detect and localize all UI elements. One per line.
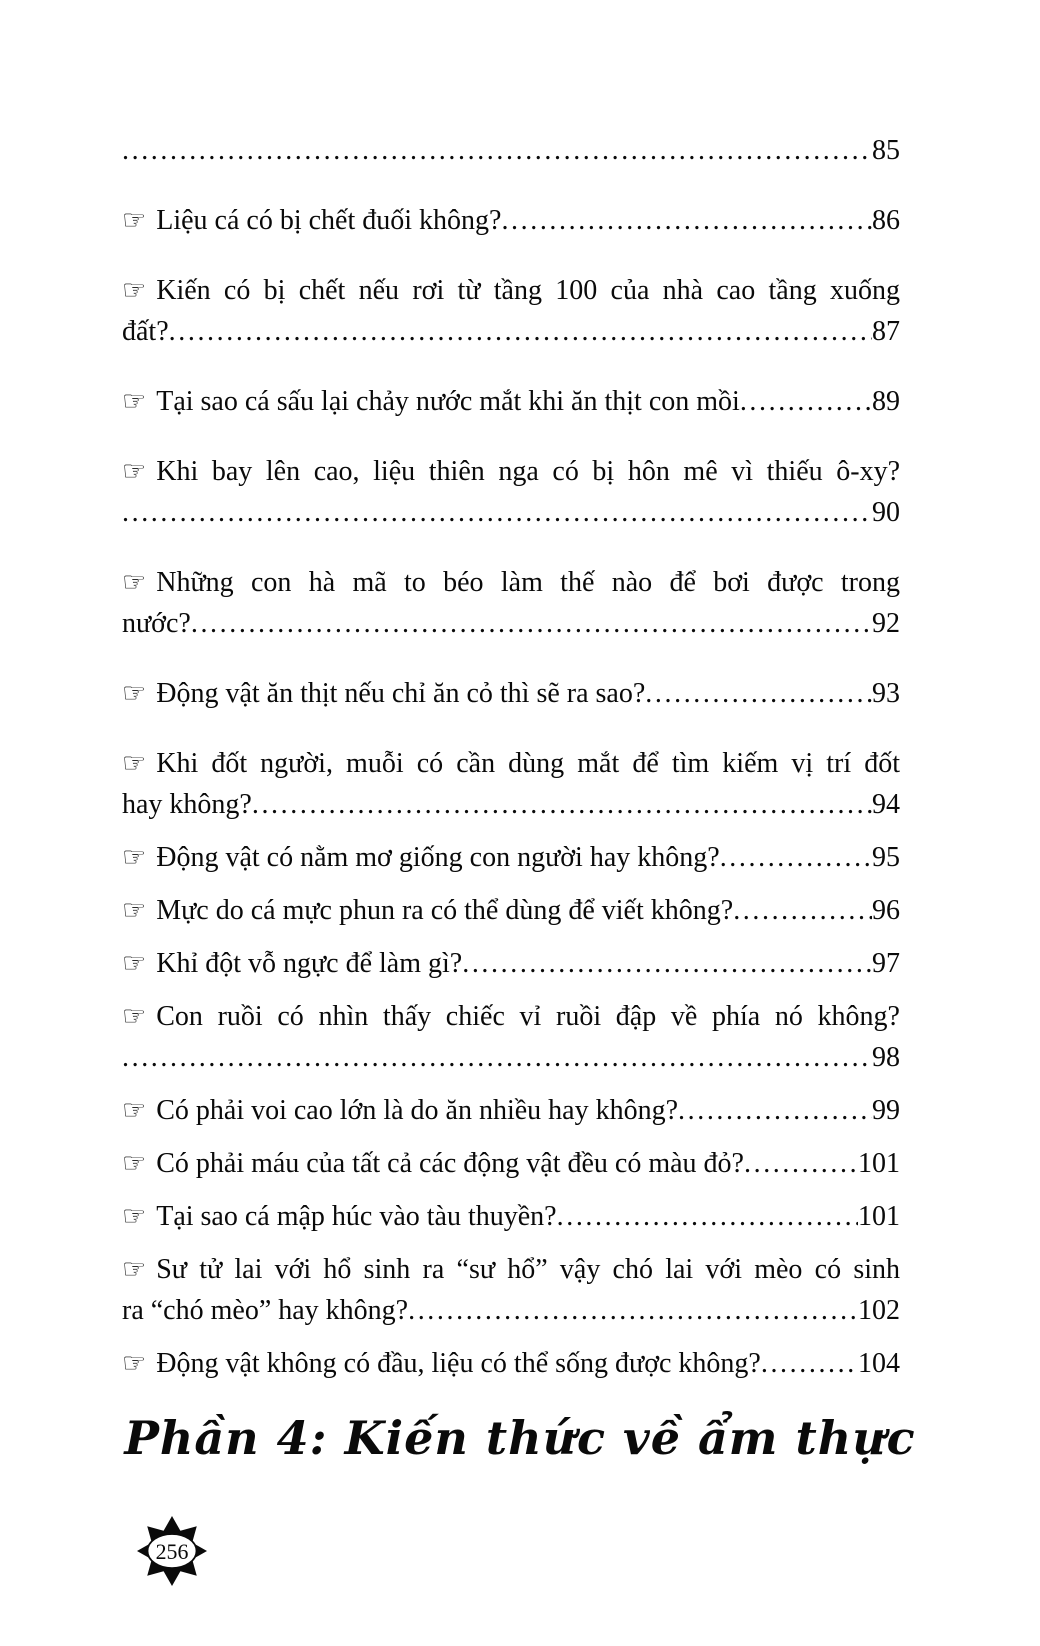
toc-line bbox=[122, 1090, 900, 1131]
pointing-hand-icon: ☞ bbox=[122, 1201, 147, 1232]
toc-entry-text bbox=[122, 1143, 744, 1184]
toc-line bbox=[122, 270, 900, 311]
folio-page-number: 256 bbox=[155, 1539, 189, 1564]
toc-entry-text bbox=[122, 1001, 900, 1032]
dot-leader bbox=[122, 130, 872, 171]
toc-line bbox=[122, 1343, 900, 1384]
pointing-hand-icon: ☞ bbox=[122, 748, 147, 779]
toc-page-number: 98 bbox=[872, 1042, 900, 1073]
pointing-hand-icon: ☞ bbox=[122, 456, 147, 487]
toc-entry-text bbox=[122, 837, 720, 878]
pointing-hand-icon: ☞ bbox=[122, 386, 147, 417]
toc-line bbox=[122, 381, 900, 422]
toc-entry-title: Khỉ đột vỗ ngực để làm gì? bbox=[156, 948, 463, 979]
dot-leader bbox=[122, 1037, 872, 1078]
toc-entry-title: Động vật ăn thịt nếu chỉ ăn cỏ thì sẽ ra sao? bbox=[156, 678, 646, 709]
toc-entry-text bbox=[122, 456, 900, 487]
toc-entry-text bbox=[122, 1290, 408, 1331]
dot-leader bbox=[408, 1290, 858, 1331]
toc-line bbox=[122, 1290, 900, 1331]
toc-page-number: 104 bbox=[858, 1348, 900, 1379]
toc-entry bbox=[122, 673, 900, 714]
toc-line bbox=[122, 673, 900, 714]
toc-entry bbox=[122, 1090, 900, 1131]
toc-entry-title: ra “chó mèo” hay không? bbox=[122, 1295, 409, 1326]
pointing-hand-icon: ☞ bbox=[122, 1148, 147, 1179]
dot-leader bbox=[191, 603, 872, 644]
toc-line bbox=[122, 890, 900, 931]
toc-entry-text bbox=[122, 784, 252, 825]
toc-entry bbox=[122, 562, 900, 644]
dot-leader bbox=[169, 311, 872, 352]
toc-entry-title: Mực do cá mực phun ra có thể dùng để viết không? bbox=[156, 895, 734, 926]
toc-line bbox=[122, 1249, 900, 1290]
toc-entry-text bbox=[122, 567, 900, 598]
toc-page-number: 95 bbox=[872, 842, 900, 873]
dot-leader bbox=[122, 492, 872, 533]
toc-page-number: 97 bbox=[872, 948, 900, 979]
toc-line bbox=[122, 943, 900, 984]
dot-leader bbox=[740, 381, 872, 422]
toc-entry-text bbox=[122, 381, 740, 422]
toc-line bbox=[122, 837, 900, 878]
toc-entry-text bbox=[122, 673, 645, 714]
toc-entry bbox=[122, 1143, 900, 1184]
toc-entry-text bbox=[122, 748, 900, 779]
toc-page-number: 85 bbox=[872, 135, 900, 166]
pointing-hand-icon: ☞ bbox=[122, 1348, 147, 1379]
toc-entry-title: Có phải voi cao lớn là do ăn nhiều hay không? bbox=[156, 1095, 679, 1126]
toc-entry bbox=[122, 1343, 900, 1384]
toc-entry bbox=[122, 743, 900, 825]
pointing-hand-icon: ☞ bbox=[122, 567, 147, 598]
toc-line bbox=[122, 562, 900, 603]
toc-entry-text bbox=[122, 890, 733, 931]
pointing-hand-icon: ☞ bbox=[122, 895, 147, 926]
toc-entry-text bbox=[122, 603, 191, 644]
dot-leader bbox=[733, 890, 872, 931]
toc-entry-title: Động vật có nằm mơ giống con người hay không? bbox=[156, 842, 720, 873]
toc-page-number: 87 bbox=[872, 316, 900, 347]
toc-line bbox=[122, 200, 900, 241]
toc-entry-text bbox=[122, 1196, 557, 1237]
toc-entry-title: đất? bbox=[122, 316, 169, 347]
pointing-hand-icon: ☞ bbox=[122, 1095, 147, 1126]
toc-entry bbox=[122, 451, 900, 533]
toc-entry-title: hay không? bbox=[122, 789, 252, 820]
toc-entry-title: Liệu cá có bị chết đuối không? bbox=[156, 205, 502, 236]
toc-line bbox=[122, 451, 900, 492]
toc-entry bbox=[122, 1196, 900, 1237]
toc-entry-title: Động vật không có đầu, liệu có thể sống được không? bbox=[156, 1348, 761, 1379]
toc-entry-title: Có phải máu của tất cả các động vật đều có màu đỏ? bbox=[156, 1148, 744, 1179]
toc-page-number: 101 bbox=[858, 1201, 900, 1232]
toc-entry-title: Tại sao cá mập húc vào tàu thuyền? bbox=[156, 1201, 557, 1232]
toc-entry-text bbox=[122, 943, 462, 984]
toc-page-number: 94 bbox=[872, 789, 900, 820]
toc-entry-title: nước? bbox=[122, 608, 191, 639]
toc-entry bbox=[122, 270, 900, 352]
toc-entry bbox=[122, 381, 900, 422]
dot-leader bbox=[557, 1196, 858, 1237]
toc-entry-text bbox=[122, 275, 900, 306]
page-number-badge bbox=[137, 1516, 207, 1586]
toc-line bbox=[122, 784, 900, 825]
dot-leader bbox=[462, 943, 872, 984]
pointing-hand-icon: ☞ bbox=[122, 1254, 147, 1285]
toc-page-number: 93 bbox=[872, 678, 900, 709]
toc-line bbox=[122, 1143, 900, 1184]
toc-entry-text bbox=[122, 1343, 761, 1384]
toc-entry bbox=[122, 837, 900, 878]
toc-entry-title: Sư tử lai với hổ sinh ra “sư hổ” vậy chó lai với mèo có sinh bbox=[156, 1254, 900, 1285]
toc-entry-title: Kiến có bị chết nếu rơi từ tầng 100 của nhà cao tầng xuống bbox=[156, 275, 900, 306]
pointing-hand-icon: ☞ bbox=[122, 948, 147, 979]
toc-entry bbox=[122, 890, 900, 931]
toc-entry bbox=[122, 996, 900, 1078]
pointing-hand-icon: ☞ bbox=[122, 842, 147, 873]
toc-page-number: 90 bbox=[872, 497, 900, 528]
toc-entry-text bbox=[122, 200, 501, 241]
section-heading: Phần 4: Kiến thức về ẩm thực bbox=[124, 1411, 916, 1465]
toc-entry-title: Khi bay lên cao, liệu thiên nga có bị hôn mê vì thiếu ô-xy? bbox=[156, 456, 900, 487]
toc-entry-title: Tại sao cá sấu lại chảy nước mắt khi ăn thịt con mồi bbox=[156, 386, 740, 417]
toc-line bbox=[122, 130, 900, 171]
pointing-hand-icon: ☞ bbox=[122, 678, 147, 709]
toc-entry-text bbox=[122, 1254, 900, 1285]
dot-leader bbox=[720, 837, 872, 878]
toc-entry bbox=[122, 943, 900, 984]
toc-entry-title: Con ruồi có nhìn thấy chiếc vỉ ruồi đập về phía nó không? bbox=[156, 1001, 900, 1032]
pointing-hand-icon: ☞ bbox=[122, 205, 147, 236]
dot-leader bbox=[678, 1090, 872, 1131]
dot-leader bbox=[744, 1143, 858, 1184]
toc-page-number: 89 bbox=[872, 386, 900, 417]
toc-entry-title: Khi đốt người, muỗi có cần dùng mắt để tìm kiếm vị trí đốt bbox=[156, 748, 900, 779]
dot-leader bbox=[501, 200, 872, 241]
toc-line bbox=[122, 311, 900, 352]
dot-leader bbox=[645, 673, 872, 714]
toc-entry-text bbox=[122, 1090, 678, 1131]
toc-page-number: 96 bbox=[872, 895, 900, 926]
toc-line bbox=[122, 1196, 900, 1237]
toc-page-number: 86 bbox=[872, 205, 900, 236]
toc-line bbox=[122, 492, 900, 533]
toc-page-number: 101 bbox=[858, 1148, 900, 1179]
toc-entry bbox=[122, 1249, 900, 1331]
dot-leader bbox=[252, 784, 872, 825]
toc-line bbox=[122, 743, 900, 784]
pointing-hand-icon: ☞ bbox=[122, 275, 147, 306]
toc-entry bbox=[122, 130, 900, 171]
toc-entry-title: Những con hà mã to béo làm thế nào để bơi được trong bbox=[156, 567, 900, 598]
pointing-hand-icon: ☞ bbox=[122, 1001, 147, 1032]
toc-page-number: 92 bbox=[872, 608, 900, 639]
toc-entry bbox=[122, 200, 900, 241]
toc-line bbox=[122, 996, 900, 1037]
toc-page-number: 99 bbox=[872, 1095, 900, 1126]
toc-line bbox=[122, 603, 900, 644]
toc-entry-text bbox=[122, 311, 169, 352]
toc-page-number: 102 bbox=[858, 1295, 900, 1326]
toc-line bbox=[122, 1037, 900, 1078]
dot-leader bbox=[761, 1343, 858, 1384]
